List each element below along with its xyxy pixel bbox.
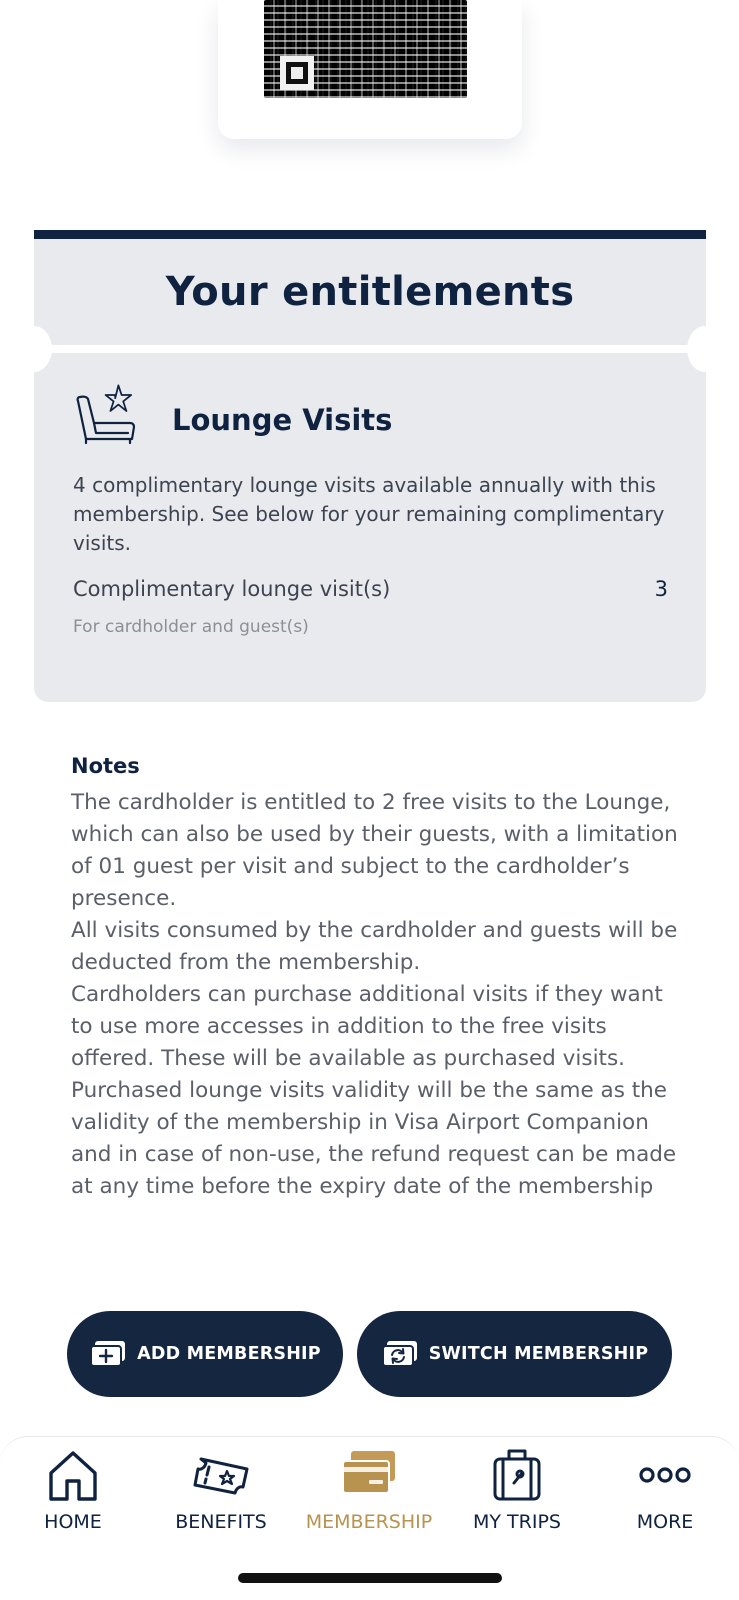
notes-paragraph: Cardholders can purchase additional visits if they want to use more accesses in addition to the free visits offered. These will be available as purchased visits. xyxy=(71,982,663,1071)
switch-membership-label: SWITCH MEMBERSHIP xyxy=(428,1344,649,1364)
add-membership-button[interactable] xyxy=(67,1311,343,1397)
lounge-visits-title: Lounge Visits xyxy=(172,403,393,437)
nav-item-membership[interactable] xyxy=(304,1447,434,1547)
notes-paragraph: All visits consumed by the cardholder and guests will be deducted from the membership. xyxy=(71,918,678,975)
nav-label-my-trips: MY TRIPS xyxy=(473,1511,561,1533)
entitlements-title: Your entitlements xyxy=(165,269,575,315)
luggage-icon xyxy=(487,1447,547,1503)
nav-label-membership: MEMBERSHIP xyxy=(305,1511,433,1533)
add-membership-label: ADD MEMBERSHIP xyxy=(137,1344,321,1364)
nav-item-home[interactable] xyxy=(8,1447,138,1547)
nav-label-home: HOME xyxy=(44,1511,102,1533)
lounge-visits-card xyxy=(34,353,706,702)
nav-item-more[interactable] xyxy=(600,1447,730,1547)
notes-paragraph: Purchased lounge visits validity will be the same as the validity of the membership in Visa Airport Companion and in case of non-use, the refund request can be made at any time before the expiry date of the membership xyxy=(71,1078,677,1199)
ticket-notch-right xyxy=(687,326,723,372)
complimentary-visits-label: Complimentary lounge visit(s) xyxy=(73,577,391,601)
cards-icon xyxy=(339,1447,399,1503)
switch-card-icon xyxy=(381,1339,419,1369)
notes-title: Notes xyxy=(71,754,140,778)
add-card-icon xyxy=(89,1339,127,1369)
qr-card xyxy=(218,0,522,139)
nav-item-my-trips[interactable] xyxy=(452,1447,582,1547)
membership-qr-code xyxy=(264,0,467,98)
home-icon xyxy=(43,1447,103,1503)
notes-body xyxy=(71,787,681,1203)
nav-label-more: MORE xyxy=(636,1511,694,1533)
ticket-star-icon xyxy=(191,1447,251,1503)
complimentary-visits-subtitle: For cardholder and guest(s) xyxy=(73,617,309,637)
qr-finder-pattern xyxy=(280,56,314,90)
nav-label-benefits: BENEFITS xyxy=(175,1511,267,1533)
entitlements-top-bar xyxy=(34,230,706,239)
complimentary-visits-count: 3 xyxy=(654,577,668,601)
nav-item-benefits[interactable] xyxy=(156,1447,286,1547)
entitlements-header xyxy=(34,239,706,345)
lounge-chair-star-icon xyxy=(74,383,138,447)
ticket-notch-left xyxy=(16,326,52,372)
more-dots-icon xyxy=(635,1447,695,1503)
home-indicator xyxy=(238,1573,502,1583)
lounge-visits-description: 4 complimentary lounge visits available annually with this membership. See below for your remaining complimentary visits. xyxy=(73,473,665,555)
notes-paragraph: The cardholder is entitled to 2 free visits to the Lounge, which can also be used by their guests, with a limitation of 01 guest per visit and subject to the cardholder’s presence. xyxy=(71,790,678,911)
switch-membership-button[interactable] xyxy=(357,1311,672,1397)
